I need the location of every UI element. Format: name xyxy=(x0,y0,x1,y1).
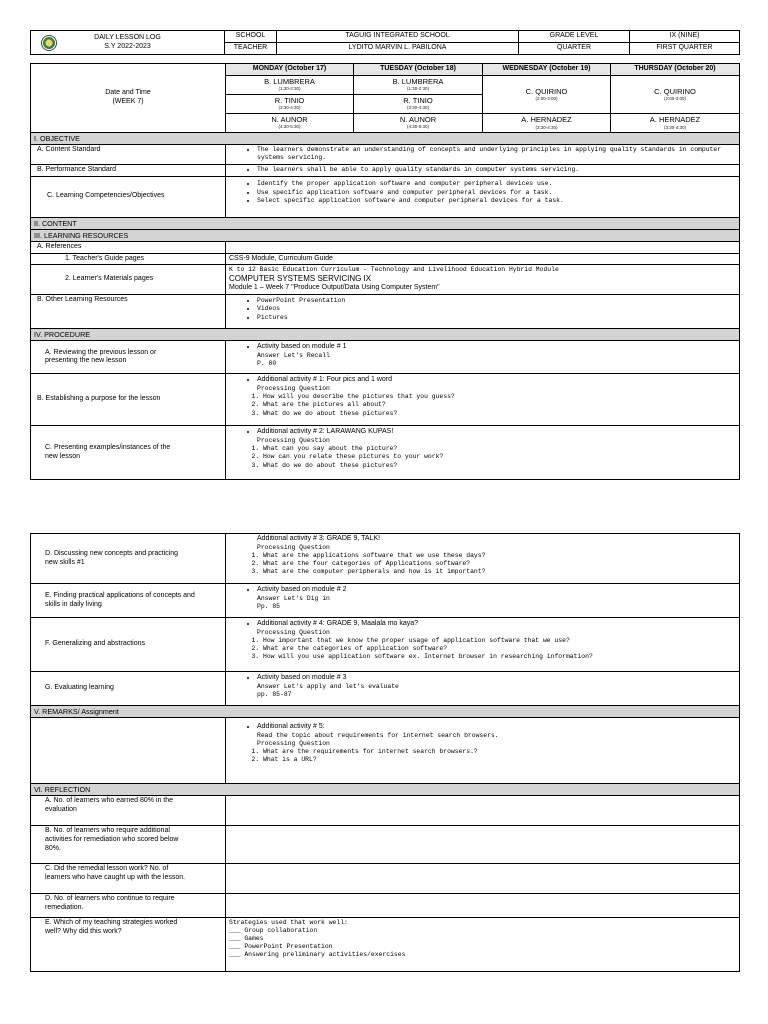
school-logo xyxy=(41,35,57,51)
question-item: 3. What do we do about these pictures? xyxy=(263,410,736,418)
activity-line: Answer Let's Dig in xyxy=(257,594,330,602)
activity-title: • Additional activity # 2: LARAWANG KUPAS! xyxy=(257,428,736,437)
content-standard-text: • The learners demonstrate an understanding of concepts and underlying principles in applying quality standards in computer systems servicing. xyxy=(257,146,736,162)
quarter: FIRST QUARTER xyxy=(630,43,740,55)
class-time: (3:30-4:30) xyxy=(278,105,301,111)
references-blank xyxy=(226,241,740,253)
section-name: A. HERNADEZ xyxy=(649,115,701,125)
reflection-b-answer xyxy=(226,826,740,864)
strategies-heading: Strategies used that work well: xyxy=(229,919,348,926)
class-time: (1:30-2:30) xyxy=(406,86,429,92)
resource-item: • PowerPoint Presentation xyxy=(257,297,736,305)
mon-class-2 xyxy=(226,94,354,113)
procedure-d xyxy=(226,534,740,584)
content-standard xyxy=(226,144,740,164)
lm-line-3: Module 1 – Week 7 "Produce Output/Data Using Computer System" xyxy=(229,284,440,292)
title-cell xyxy=(31,31,225,55)
class-time: (4:30-5:30) xyxy=(406,124,429,130)
question-item: 3. What do we do about these pictures? xyxy=(263,462,736,470)
class-time: (3:30-4:30) xyxy=(663,124,686,130)
date-time-label: Date and Time xyxy=(105,89,151,97)
teachers-guide: CSS-9 Module, Curriculum Guide xyxy=(226,253,740,265)
competencies-label: C. Learning Competencies/Objectives xyxy=(31,176,226,217)
section-name: N. AUNOR xyxy=(271,114,308,124)
strategy-item: ___ Group collaboration xyxy=(229,927,318,934)
activity-line: Answer Let's Recall xyxy=(257,352,330,359)
school-label: SCHOOL xyxy=(225,31,277,43)
procedure-e xyxy=(226,584,740,618)
procedure-f xyxy=(226,618,740,672)
reflection-b-label: B. No. of learners who require additional activities for remediation who scored below 80%. xyxy=(31,826,226,864)
week-label: (WEEK 7) xyxy=(112,97,144,105)
question-item: 3. What are the computer peripherals and how is it important? xyxy=(263,568,736,576)
reflection-d-answer xyxy=(226,894,740,918)
day-tuesday: TUESDAY (October 18) xyxy=(354,64,483,76)
learners-materials-label: 2. Learner's Materials pages xyxy=(31,265,226,295)
question-item: 1. What are the applications software that we use these days? xyxy=(263,552,736,560)
wed-class-1 xyxy=(483,75,611,113)
section-content: II. CONTENT xyxy=(31,217,740,229)
page-two xyxy=(30,533,739,972)
strategy-item: ___ PowerPoint Presentation xyxy=(229,943,333,950)
learners-materials xyxy=(226,265,740,295)
thu-class-1 xyxy=(611,75,740,113)
procedure-f-label: F. Generalizing and abstractions xyxy=(31,618,226,672)
section-name: C. QUIRINO xyxy=(525,86,568,96)
question-item: 2. What are the four categories of Applications software? xyxy=(263,560,736,568)
processing-question-label: Processing Question xyxy=(257,628,330,636)
tue-class-1 xyxy=(354,75,483,94)
other-resources xyxy=(226,295,740,329)
tue-class-3 xyxy=(354,113,483,132)
question-item: 1. What can you say about the picture? xyxy=(263,445,736,453)
question-item: 2. What is a URL? xyxy=(263,756,736,764)
school-name: TAGUIG INTEGRATED SCHOOL xyxy=(277,31,519,43)
grade-level-label: GRADE LEVEL xyxy=(519,31,630,43)
competencies xyxy=(226,176,740,217)
procedure-g xyxy=(226,672,740,706)
strategy-item: ___ Answering preliminary activities/exercises xyxy=(229,951,406,958)
teachers-guide-label: 1. Teacher's Guide pages xyxy=(31,253,226,265)
reflection-a-label: A. No. of learners who earned 80% in the evaluation xyxy=(31,796,226,826)
resource-item: • Videos xyxy=(257,305,736,313)
section-name: R. TINIO xyxy=(274,95,305,105)
lesson-table-continued xyxy=(30,533,740,972)
performance-standard xyxy=(226,164,740,176)
class-time: (4:30-5:30) xyxy=(278,124,301,130)
remarks-blank xyxy=(31,718,226,784)
lesson-table xyxy=(30,63,740,480)
lm-line-2: COMPUTER SYSTEMS SERVICING IX xyxy=(229,274,372,284)
activity-title: • Activity based on module # 3 xyxy=(257,674,736,683)
quarter-label: QUARTER xyxy=(519,43,630,55)
reflection-a-answer xyxy=(226,796,740,826)
section-name: R. TINIO xyxy=(403,95,433,105)
procedure-a xyxy=(226,341,740,374)
references-label: A. References xyxy=(31,241,226,253)
question-item: 1. How will you describe the pictures that you guess? xyxy=(263,393,736,401)
header-table xyxy=(30,30,740,55)
day-thursday: THURSDAY (October 20) xyxy=(611,64,740,76)
procedure-d-label: D. Discussing new concepts and practicing new skills #1 xyxy=(31,534,226,584)
procedure-g-label: G. Evaluating learning xyxy=(31,672,226,706)
reflection-d-label: D. No. of learners who continue to require remediation. xyxy=(31,894,226,918)
teacher-label: TEACHER xyxy=(225,43,277,55)
class-time: (2:00-3:00) xyxy=(535,96,558,102)
processing-question-label: Processing Question xyxy=(257,739,330,747)
section-name: B. LUMBRERA xyxy=(392,76,444,86)
performance-standard-label: B. Performance Standard xyxy=(31,164,226,176)
activity-line: pp. 85-87 xyxy=(257,690,292,698)
question-item: 1. How important that we know the proper usage of application software that we use? xyxy=(263,637,736,645)
processing-question-label: Processing Question xyxy=(257,385,330,392)
date-time-cell xyxy=(31,64,226,133)
section-objective: I. OBJECTIVE xyxy=(31,132,740,144)
competency-item: • Use specific application software and computer peripheral devices for a task. xyxy=(257,189,736,197)
reflection-c-label: C. Did the remedial lesson work? No. of learners who have caught up with the lesson. xyxy=(31,864,226,894)
section-name: N. AUNOR xyxy=(399,114,437,124)
log-title: DAILY LESSON LOG xyxy=(94,33,161,41)
reflection-e-answer xyxy=(226,918,740,972)
activity-line: Answer Let's apply and let's evaluate xyxy=(257,682,399,690)
lm-line-1: K to 12 Basic Education Curriculum - Technology and Livelihood Education Hybrid Module xyxy=(229,266,559,274)
page-one xyxy=(30,30,739,480)
class-time: (2:00-3:00) xyxy=(663,96,686,102)
question-item: 2. What are the categories of application software? xyxy=(263,645,736,653)
class-time: (3:30-4:30) xyxy=(406,105,429,111)
performance-standard-text: • The learners shall be able to apply quality standards in computer systems servicing. xyxy=(257,166,736,174)
tue-class-2 xyxy=(354,94,483,113)
section-resources: III. LEARNING RESOURCES xyxy=(31,229,740,241)
activity-title: • Additional activity # 4: GRADE 9, Maalala mo kaya? xyxy=(257,620,736,629)
procedure-e-label: E. Finding practical applications of concepts and skills in daily living xyxy=(31,584,226,618)
class-time: (3:30-4:30) xyxy=(535,124,558,130)
activity-title: • Activity based on module # 1 xyxy=(257,343,736,352)
grade-level: IX (NINE) xyxy=(630,31,740,43)
content-standard-label: A. Content Standard xyxy=(31,144,226,164)
activity-title: • Additional activity # 1: Four pics and 1 word xyxy=(257,376,736,385)
other-resources-label: B. Other Learning Resources xyxy=(31,295,226,329)
procedure-c-label: C. Presenting examples/instances of the new lesson xyxy=(31,426,226,480)
question-item: 3. How will you use application software ex. Internet browser in researching information? xyxy=(263,653,736,661)
activity-title: • Activity based on module # 2 xyxy=(257,586,736,595)
question-item: 2. How can you relate these pictures to your work? xyxy=(263,453,736,461)
activity-line: Pp. 85 xyxy=(257,602,281,610)
remarks-assignment xyxy=(226,718,740,784)
procedure-c xyxy=(226,426,740,480)
competency-item: • Identify the proper application software and computer peripheral devices use. xyxy=(257,180,736,188)
procedure-b xyxy=(226,374,740,426)
mon-class-3 xyxy=(226,113,354,132)
processing-question-label: Processing Question xyxy=(257,437,330,444)
section-name: C. QUIRINO xyxy=(654,86,696,96)
resource-item: • Pictures xyxy=(257,314,736,322)
mon-class-1 xyxy=(226,75,354,94)
wed-class-2 xyxy=(483,113,611,132)
competency-item: • Select specific application software and computer peripheral devices for a task. xyxy=(257,197,736,205)
section-procedure: IV. PROCEDURE xyxy=(31,329,740,341)
section-reflection: VI. REFLECTION xyxy=(31,784,740,796)
section-name: B. LUMBRERA xyxy=(264,76,315,86)
activity-line: Read the topic about requirements for internet search browsers. xyxy=(257,731,499,739)
activity-title: Additional activity # 3: GRADE 9, TALK! xyxy=(257,535,381,542)
question-item: 2. What are the pictures all about? xyxy=(263,401,736,409)
activity-title: • Additional activity # 5: xyxy=(257,723,736,732)
procedure-b-label: B. Establishing a purpose for the lesson xyxy=(31,374,226,426)
class-time: (1:30-2:30) xyxy=(278,86,301,92)
question-item: 1. What are the requirements for internet search browsers.? xyxy=(263,748,736,756)
day-wednesday: WEDNESDAY (October 19) xyxy=(483,64,611,76)
section-remarks: V. REMARKS/ Assignment xyxy=(31,706,740,718)
activity-line: P. 80 xyxy=(257,360,277,367)
day-monday: MONDAY (October 17) xyxy=(226,64,354,76)
reflection-c-answer xyxy=(226,864,740,894)
reflection-e-label: E. Which of my teaching strategies worked well? Why did this work? xyxy=(31,918,226,972)
strategy-item: ___ Games xyxy=(229,935,264,942)
thu-class-2 xyxy=(611,113,740,132)
processing-question-label: Processing Question xyxy=(257,543,330,551)
teacher-name: LYDITO MARVIN L. PABILONA xyxy=(277,43,519,55)
school-year: S.Y 2022-2023 xyxy=(104,42,151,50)
procedure-a-label: A. Reviewing the previous lesson or presenting the new lesson xyxy=(31,341,226,374)
section-name: A. HERNADEZ xyxy=(521,115,572,125)
